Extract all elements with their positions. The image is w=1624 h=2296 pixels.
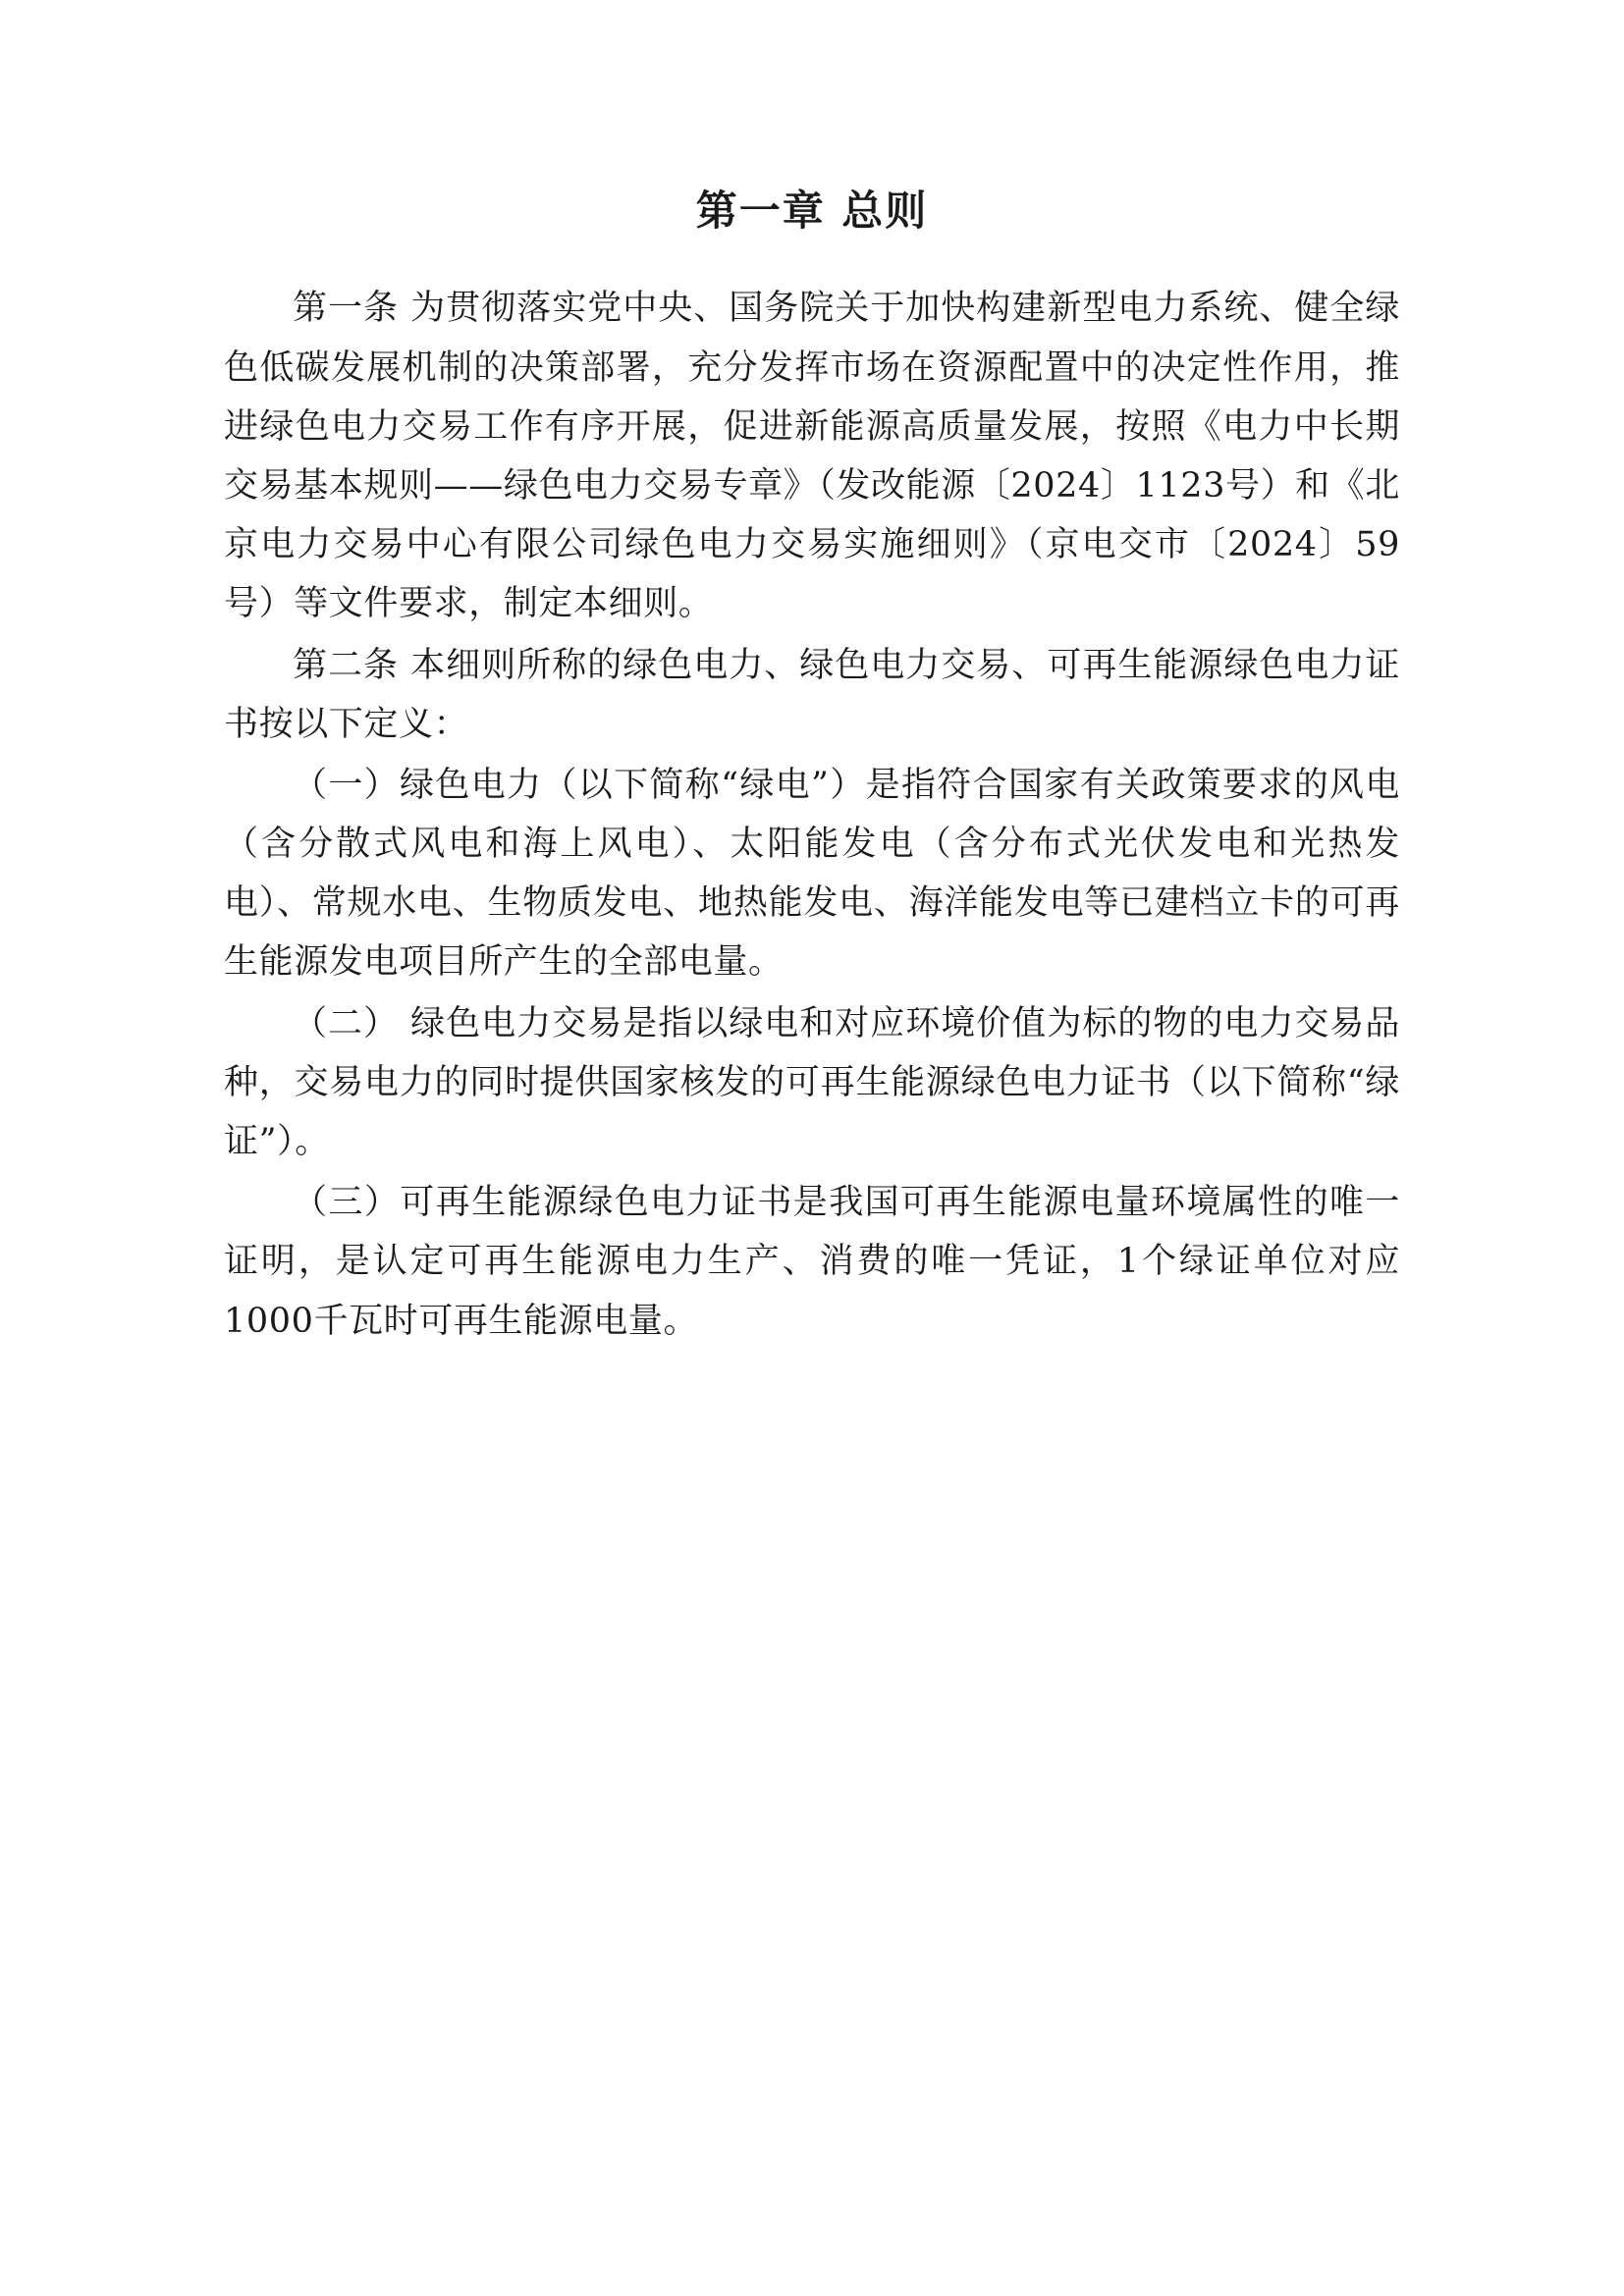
document-body <box>224 279 1400 1350</box>
paragraph-article-1: 第一条 为贯彻落实党中央、国务院关于加快构建新型电力系统、健全绿色低碳发展机制的决策部署，充分发挥市场在资源配置中的决定性作用，推进绿色电力交易工作有序开展，促进新能源高质量发展，按照《电力中长期交易基本规则——绿色电力交易专章》（发改能源〔2024〕1123号）和《北京电力交易中心有限公司绿色电力交易实施细则》（京电交市〔2024〕59号）等文件要求，制定本细则。 <box>224 289 1400 624</box>
paragraph-article-2: 第二条 本细则所称的绿色电力、绿色电力交易、可再生能源绿色电力证书按以下定义： <box>224 645 1400 744</box>
paragraph-item-3: （三）可再生能源绿色电力证书是我国可再生能源电量环境属性的唯一证明，是认定可再生能源电力生产、消费的唯一凭证，1个绿证单位对应1000千瓦时可再生能源电量。 <box>224 1183 1400 1341</box>
page-title: 第一章 总则 <box>695 187 929 235</box>
paragraph-item-1: （一）绿色电力（以下简称“绿电”）是指符合国家有关政策要求的风电（含分散式风电和海上风电）、太阳能发电（含分布式光伏发电和光热发电）、常规水电、生物质发电、地热能发电、海洋能发电等已建档立卡的可再生能源发电项目所产生的全部电量。 <box>224 765 1400 983</box>
paragraph-item-2: （二） 绿色电力交易是指以绿电和对应环境价值为标的物的电力交易品种，交易电力的同时提供国家核发的可再生能源绿色电力证书（以下简称“绿证”）。 <box>224 1003 1400 1162</box>
